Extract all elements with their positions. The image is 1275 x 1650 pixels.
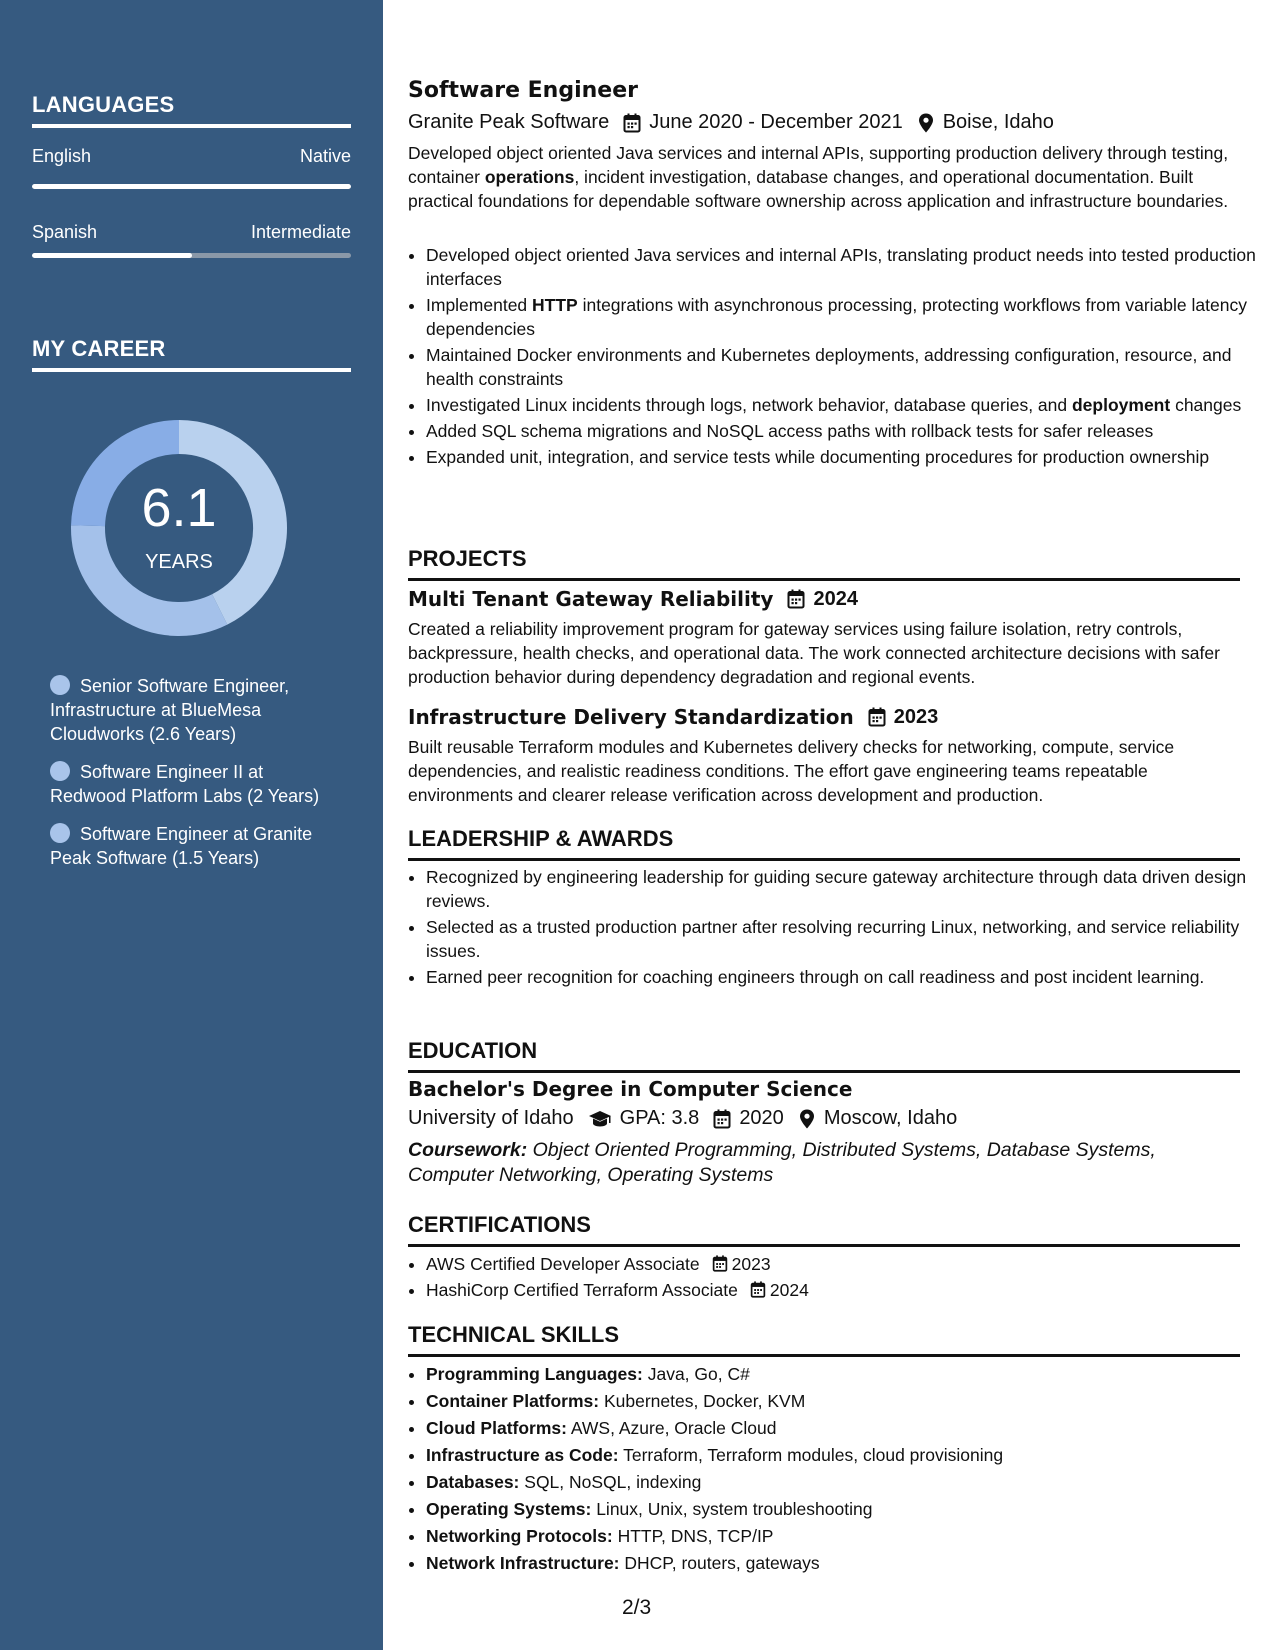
text-run: , incident investigation, database changes, and operational documentation. Built practical foundations for dependable software ownership across application and infrastructure boundaries. xyxy=(408,167,1229,211)
graduation-year: 2020 xyxy=(739,1107,784,1129)
language-level: Native xyxy=(299,146,351,166)
experience-bullets xyxy=(408,243,1258,471)
skill-category: Container Platforms: xyxy=(426,1391,600,1411)
skill-item xyxy=(426,1497,1258,1522)
language-proficiency-fill xyxy=(32,253,192,258)
company-name: Granite Peak Software xyxy=(408,111,610,133)
skills-list xyxy=(408,1362,1258,1578)
certification-year: 2023 xyxy=(731,1254,771,1274)
leadership-item: • Recognized by engineering leadership for guiding secure gateway architecture through data driven design reviews. xyxy=(426,865,1258,913)
text-run: Added SQL schema migrations and NoSQL access paths with rollback tests for safer releases xyxy=(426,421,1154,441)
certification-item xyxy=(426,1252,1258,1276)
school-location: Moscow, Idaho xyxy=(823,1107,958,1129)
skills-heading: TECHNICAL SKILLS xyxy=(408,1322,1240,1357)
certifications-list xyxy=(408,1252,1258,1304)
experience-bullet xyxy=(426,445,1258,469)
experience-summary xyxy=(408,141,1240,213)
career-dot-icon xyxy=(50,823,70,843)
career-heading: MY CAREER xyxy=(32,336,351,372)
languages-heading: LANGUAGES xyxy=(32,92,351,128)
career-item-label: Software Engineer at Granite Peak Software (1.5 Years) xyxy=(50,824,313,868)
career-item xyxy=(50,760,330,808)
certification-name: AWS Certified Developer Associate xyxy=(426,1254,700,1274)
career-item-label: Senior Software Engineer, Infrastructure at BlueMesa Cloudworks (2.6 Years) xyxy=(50,676,290,744)
career-years-unit: YEARS xyxy=(145,551,213,573)
skill-values: SQL, NoSQL, indexing xyxy=(524,1472,702,1492)
career-total-years: 6.1 xyxy=(141,478,217,538)
bold-keyword: HTTP xyxy=(532,295,578,315)
skill-category: Network Infrastructure: xyxy=(426,1553,620,1573)
education-meta xyxy=(408,1107,957,1130)
job-location: Boise, Idaho xyxy=(942,111,1054,133)
language-level: Intermediate xyxy=(250,222,351,242)
calendar-icon xyxy=(713,1109,731,1129)
calendar-icon xyxy=(623,113,641,133)
coursework-list: Object Oriented Programming, Distributed Systems, Database Systems, Computer Networking, Operating Systems xyxy=(408,1139,1156,1186)
experience-bullet xyxy=(426,243,1258,291)
language-name: Spanish xyxy=(32,222,98,242)
skill-item xyxy=(426,1416,1258,1441)
project-year: 2023 xyxy=(893,705,939,728)
calendar-icon xyxy=(750,1281,766,1298)
school-name: University of Idaho xyxy=(408,1107,574,1129)
bold-keyword: deployment xyxy=(1071,395,1171,415)
map-pin-icon xyxy=(917,113,935,133)
gpa: GPA: 3.8 xyxy=(619,1107,700,1129)
sidebar xyxy=(0,0,383,1650)
certification-year: 2024 xyxy=(769,1280,809,1300)
map-pin-icon xyxy=(798,1109,816,1129)
leadership-list xyxy=(408,865,1258,991)
certifications-heading: CERTIFICATIONS xyxy=(408,1212,1240,1247)
career-list xyxy=(50,674,330,884)
career-donut-chart xyxy=(66,415,292,641)
job-meta xyxy=(408,111,1054,134)
job-title: Software Engineer xyxy=(408,78,638,103)
calendar-icon xyxy=(787,589,805,609)
project-title-row xyxy=(408,587,858,611)
skill-values: Java, Go, C# xyxy=(647,1364,750,1384)
skill-item xyxy=(426,1443,1258,1468)
skill-category: Infrastructure as Code: xyxy=(426,1445,619,1465)
graduation-cap-icon xyxy=(588,1109,612,1129)
career-dot-icon xyxy=(50,761,70,781)
skill-category: Networking Protocols: xyxy=(426,1526,613,1546)
text-run: Investigated Linux incidents through logs, network behavior, database queries, and xyxy=(426,395,1072,415)
project-year: 2024 xyxy=(813,587,858,610)
leadership-item: • Earned peer recognition for coaching engineers through on call readiness and post incident learning. xyxy=(426,965,1258,989)
text-run: Expanded unit, integration, and service tests while documenting procedures for production ownership xyxy=(426,447,1210,467)
experience-bullet xyxy=(426,419,1258,443)
skill-values: AWS, Azure, Oracle Cloud xyxy=(570,1418,777,1438)
leadership-heading: LEADERSHIP & AWARDS xyxy=(408,826,1240,861)
experience-bullet xyxy=(426,343,1258,391)
language-name: English xyxy=(32,146,92,166)
projects-heading: PROJECTS xyxy=(408,546,1240,581)
experience-bullet xyxy=(426,393,1258,417)
coursework-label: Coursework: xyxy=(408,1139,528,1161)
bold-keyword: operations xyxy=(484,167,575,187)
language-proficiency-fill xyxy=(32,184,351,189)
skill-values: HTTP, DNS, TCP/IP xyxy=(617,1526,774,1546)
text-run: integrations with asynchronous processing, protecting workflows from variable latency dependencies xyxy=(426,295,1247,339)
skill-values: DHCP, routers, gateways xyxy=(624,1553,820,1573)
leadership-item: • Selected as a trusted production partner after resolving recurring Linux, networking, and service reliability issues. xyxy=(426,915,1258,963)
skill-category: Programming Languages: xyxy=(426,1364,643,1384)
text-run: Developed object oriented Java services and internal APIs, supporting production delivery through testing, container xyxy=(408,143,1229,187)
skill-item xyxy=(426,1362,1258,1387)
certification-item xyxy=(426,1278,1258,1302)
calendar-icon xyxy=(712,1255,728,1272)
text-run: Maintained Docker environments and Kubernetes deployments, addressing configuration, resource, and health constraints xyxy=(426,345,1232,389)
career-dot-icon xyxy=(50,675,70,695)
skill-values: Linux, Unix, system troubleshooting xyxy=(596,1499,873,1519)
skill-category: Cloud Platforms: xyxy=(426,1418,567,1438)
language-row xyxy=(32,146,351,167)
skill-item xyxy=(426,1470,1258,1495)
skill-item xyxy=(426,1524,1258,1549)
project-description: Created a reliability improvement program for gateway services using failure isolation, retry controls, backpressure, health checks, and operational data. The work connected architecture decisions with safer production behavior during dependency degradation and regional events. xyxy=(408,619,1220,687)
language-proficiency-bar xyxy=(32,253,351,258)
skill-values: Kubernetes, Docker, KVM xyxy=(603,1391,806,1411)
skill-item xyxy=(426,1389,1258,1414)
project-title-row xyxy=(408,705,938,729)
certification-name: HashiCorp Certified Terraform Associate xyxy=(426,1280,738,1300)
skill-item xyxy=(426,1551,1258,1576)
language-proficiency-bar xyxy=(32,184,351,189)
experience-bullet xyxy=(426,293,1258,341)
project-title: Infrastructure Delivery Standardization xyxy=(408,705,854,729)
language-row xyxy=(32,222,351,243)
page-number: 2/3 xyxy=(622,1596,652,1619)
career-item xyxy=(50,674,330,746)
project-title: Multi Tenant Gateway Reliability xyxy=(408,587,774,611)
skill-category: Databases: xyxy=(426,1472,520,1492)
text-run: changes xyxy=(1170,395,1242,415)
text-run: Implemented xyxy=(426,295,533,315)
career-item xyxy=(50,822,330,870)
job-dates: June 2020 - December 2021 xyxy=(649,111,903,133)
education-heading: EDUCATION xyxy=(408,1038,1240,1073)
calendar-icon xyxy=(868,707,886,727)
project-description: Built reusable Terraform modules and Kubernetes delivery checks for networking, compute, service dependencies, and realistic readiness conditions. The effort gave engineering teams repeatable environments and clearer release verification across development and production. xyxy=(408,737,1175,805)
career-item-label: Software Engineer II at Redwood Platform Labs (2 Years) xyxy=(50,762,320,806)
skill-values: Terraform, Terraform modules, cloud provisioning xyxy=(623,1445,1004,1465)
degree-title: Bachelor's Degree in Computer Science xyxy=(408,1077,853,1101)
text-run: Developed object oriented Java services and internal APIs, translating product needs into tested production interfaces xyxy=(426,245,1256,289)
skill-category: Operating Systems: xyxy=(426,1499,592,1519)
coursework xyxy=(408,1138,1240,1188)
